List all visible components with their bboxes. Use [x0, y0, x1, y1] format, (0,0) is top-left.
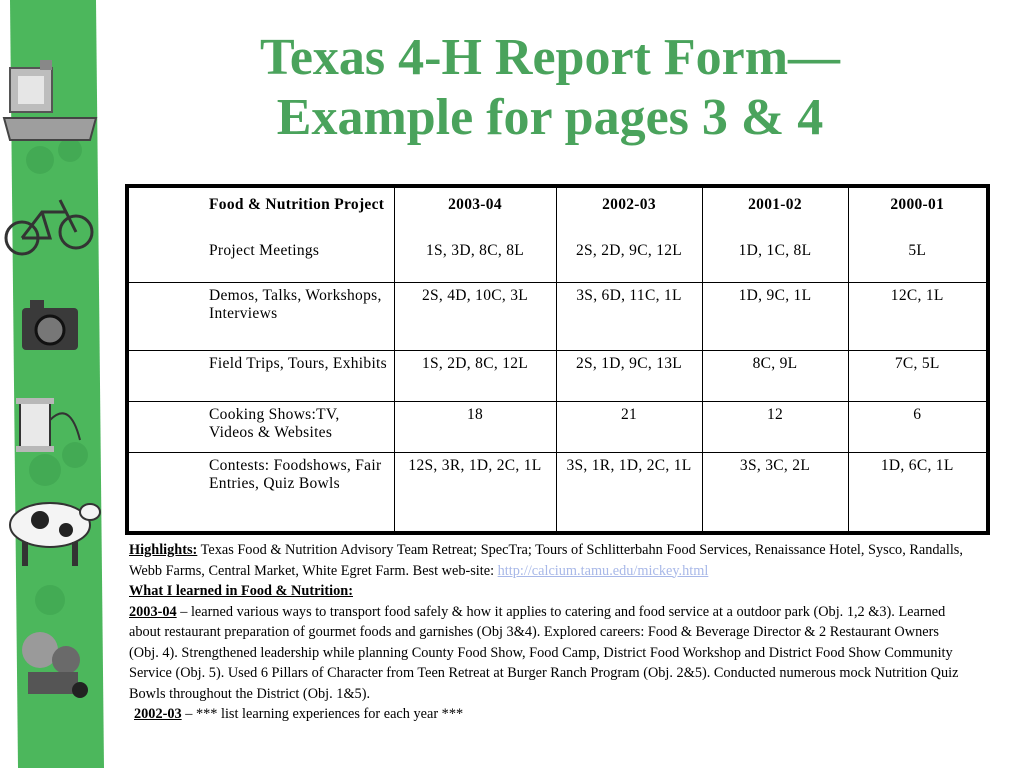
header-year: 2001-02 — [702, 186, 848, 238]
table-cell: 2S, 2D, 9C, 12L — [556, 238, 702, 282]
table-cell: 5L — [848, 238, 988, 282]
table-cell: 12 — [702, 401, 848, 452]
table-row — [127, 401, 988, 452]
header-year: 2003-04 — [394, 186, 556, 238]
year-text: – *** list learning experiences for each year *** — [181, 706, 464, 722]
report-table — [125, 184, 990, 535]
decorative-side-strip — [0, 0, 110, 768]
table-cell: 1S, 3D, 8C, 8L — [394, 238, 556, 282]
table-cell: 12C, 1L — [848, 282, 988, 350]
table-cell: 3S, 3C, 2L — [702, 452, 848, 533]
row-label: Cooking Shows:TV, Videos & Websites — [127, 401, 394, 452]
highlights-label: Highlights: — [129, 542, 198, 558]
header-year: 2002-03 — [556, 186, 702, 238]
title-line-1: Texas 4-H Report Form— — [259, 29, 841, 86]
table-cell: 2S, 1D, 9C, 13L — [556, 350, 702, 401]
table-cell: 18 — [394, 401, 556, 452]
table-cell: 1D, 1C, 8L — [702, 238, 848, 282]
row-label: Project Meetings — [209, 242, 320, 259]
year-2003-04-paragraph — [129, 602, 964, 705]
title-line-2: Example for pages 3 & 4 — [276, 89, 824, 146]
table-cell: 7C, 5L — [848, 350, 988, 401]
table-cell: 1D, 9C, 1L — [702, 282, 848, 350]
header-project: Food & Nutrition Project — [209, 196, 385, 213]
notes-section — [129, 540, 964, 725]
row-label: Field Trips, Tours, Exhibits — [127, 350, 394, 401]
table-row — [127, 350, 988, 401]
table-cell: 1D, 6C, 1L — [848, 452, 988, 533]
table-cell: 12S, 3R, 1D, 2C, 1L — [394, 452, 556, 533]
row-label: Contests: Foodshows, Fair Entries, Quiz Bowls — [127, 452, 394, 533]
year-label: 2003-04 — [129, 603, 177, 620]
row-label: Demos, Talks, Workshops, Interviews — [127, 282, 394, 350]
table-row — [127, 452, 988, 533]
highlights-paragraph — [129, 540, 964, 581]
learned-heading: What I learned in Food & Nutrition: — [129, 583, 353, 599]
highlights-text: Texas Food & Nutrition Advisory Team Retreat; SpecTra; Tours of Schlitterbahn Food Services, Renaissance Hotel, Sysco, Randalls, Webb Farms, Central Market, White Egret Farm. Best web-site: — [129, 542, 963, 579]
year-label: 2002-03 — [134, 706, 182, 722]
header-year: 2000-01 — [848, 186, 988, 238]
year-text: – learned various ways to transport food safely & how it applies to catering and food service at a outdoor park (Obj. 1,2 &3). Learned about restaurant preparation of gourmet foods and garnishes (Obj 3&4). Explored careers: Food & Beverage Director & 2 Restaurant Owners (Obj. 4). Strengthened leadership while planning County Food Show, Food Camp, District Food Workshop and District Food Show Community Service (Obj. 5). Used 6 Pillars of Character from Teen Retreat at Burger Ranch Program (Obj. 2&5). Conducted numerous mock Nutrition Quiz Bowls throughout the District (Obj. 1&5). — [129, 603, 959, 702]
table-cell: 3S, 6D, 11C, 1L — [556, 282, 702, 350]
website-link[interactable]: http://calcium.tamu.edu/mickey.html — [497, 562, 709, 579]
year-2002-03-paragraph — [129, 704, 964, 725]
table-cell: 6 — [848, 401, 988, 452]
table-cell: 3S, 1R, 1D, 2C, 1L — [556, 452, 702, 533]
table-cell: 1S, 2D, 8C, 12L — [394, 350, 556, 401]
page-title — [180, 28, 920, 148]
table-header-row — [127, 186, 988, 238]
table-cell: 21 — [556, 401, 702, 452]
table-row — [127, 238, 988, 282]
table-cell: 2S, 4D, 10C, 3L — [394, 282, 556, 350]
table-row — [127, 282, 988, 350]
table-cell: 8C, 9L — [702, 350, 848, 401]
